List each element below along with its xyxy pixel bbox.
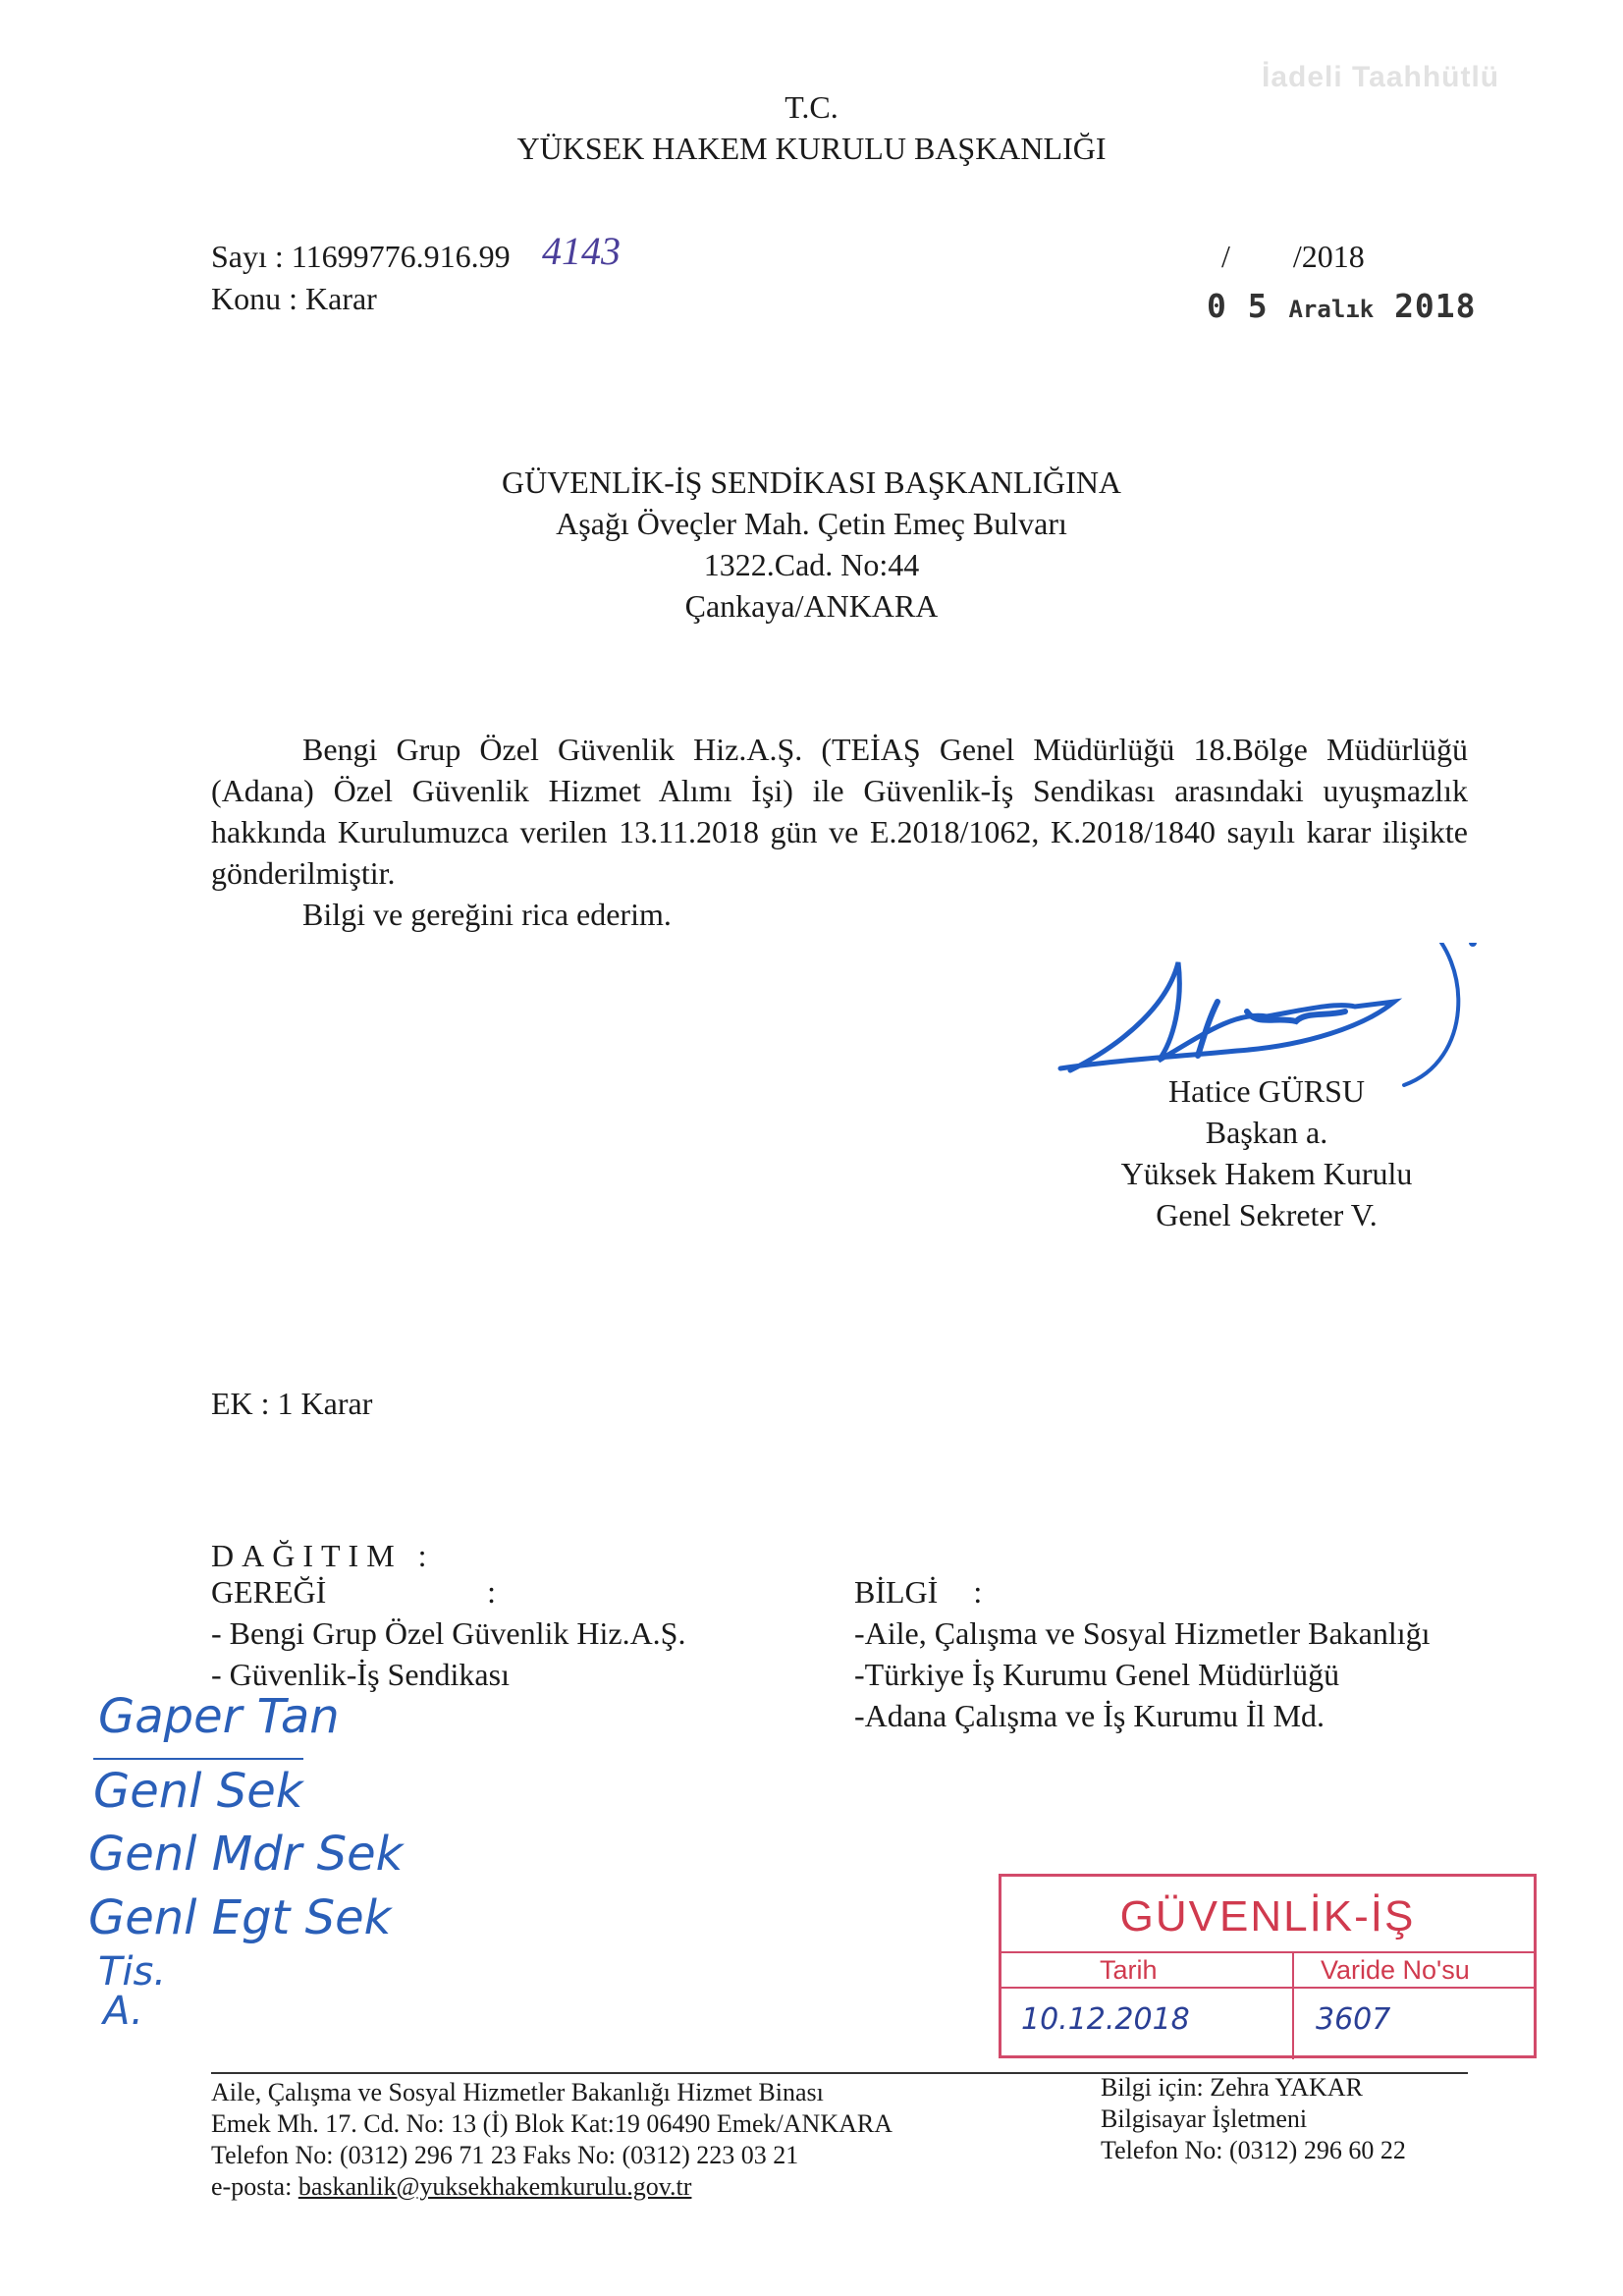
footer-email-row [211, 2171, 893, 2203]
attachment-label: EK [211, 1386, 253, 1421]
footer-address-line-2: Emek Mh. 17. Cd. No: 13 (İ) Blok Kat:19 06490 Emek/ANKARA [211, 2109, 893, 2138]
receipt-stamp [999, 1874, 1537, 2058]
handwritten-note: A. [103, 1989, 143, 2034]
watermark-text: İadeli Taahhütlü [1262, 61, 1500, 93]
info-item: -Aile, Çalışma ve Sosyal Hizmetler Bakanlığı [854, 1615, 1431, 1651]
date-stamp-year: 2018 [1394, 287, 1477, 325]
letterhead [0, 86, 1623, 169]
reference-number-row [211, 236, 511, 277]
footer-address [211, 2077, 893, 2203]
footer-email-link[interactable]: baskanlik@yuksekhakemkurulu.gov.tr [298, 2172, 692, 2201]
recipient-line-2: Aşağı Öveçler Mah. Çetin Emeç Bulvarı [556, 506, 1067, 541]
handwritten-note: Gaper Tan [98, 1689, 340, 1744]
signer-name: Hatice GÜRSU [1168, 1073, 1365, 1109]
footer-email-label: e-posta: [211, 2172, 298, 2201]
info-colon: : [973, 1574, 983, 1610]
recipient-line-4: Çankaya/ANKARA [684, 588, 939, 624]
date-stamp-month: Aralık [1288, 296, 1375, 323]
attachment-row [211, 1383, 372, 1424]
footer-contact-phone: Telefon No: (0312) 296 60 22 [1101, 2136, 1406, 2164]
info-item: -Türkiye İş Kurumu Genel Müdürlüğü [854, 1657, 1340, 1692]
letterhead-line-2: YÜKSEK HAKEM KURULU BAŞKANLIĞI [516, 131, 1107, 166]
distribution-action-list [211, 1571, 771, 1695]
handwritten-note: Tis. [98, 1949, 167, 1995]
reference-value: : 11699776.916.99 [274, 239, 511, 274]
handwritten-note: Genl Egt Sek [88, 1890, 392, 1945]
footer-address-line-1: Aile, Çalışma ve Sosyal Hizmetler Bakanlığı Hizmet Binası [211, 2078, 824, 2106]
attachment-value: : 1 Karar [260, 1386, 373, 1421]
recipient-line-1: GÜVENLİK-İŞ SENDİKASI BAŞKANLIĞINA [501, 465, 1122, 500]
info-label: BİLGİ [854, 1574, 939, 1610]
stamp-date-label: Tarih [1100, 1955, 1158, 1985]
signer-title-3: Genel Sekreter V. [1156, 1197, 1378, 1232]
body-paragraph-1: Bengi Grup Özel Güvenlik Hiz.A.Ş. (TEİAŞ Genel Müdürlüğü 18.Bölge Müdürlüğü (Adana) Özel Güvenlik Hizmet Alımı İşi) ile Güvenlik-İş Sendikası arasındaki uyuşmazlık hakkında Kurulumuzca verilen 13.11.2018 gün ve E.2018/1062, K.2018/1840 sayılı karar ilişikte gönderilmiştir. [211, 732, 1468, 891]
distribution-title: DAĞITIM : [211, 1538, 435, 1573]
footer-contact-dept: Bilgisayar İşletmeni [1101, 2105, 1308, 2133]
stamp-title: GÜVENLİK-İŞ [1119, 1892, 1416, 1941]
recipient-block [0, 462, 1623, 627]
subject-row [211, 278, 377, 319]
stamp-number-label: Varide No'su [1321, 1955, 1470, 1985]
date-stamp [1207, 287, 1477, 325]
reference-label: Sayı [211, 239, 267, 274]
date-stamp-day: 0 5 [1207, 287, 1269, 325]
handwritten-note: Genl Sek [93, 1758, 303, 1819]
handwritten-note: Genl Mdr Sek [88, 1827, 404, 1882]
subject-value: : Karar [289, 281, 377, 316]
footer-contact [1101, 2072, 1406, 2166]
handwritten-reference-number: 4143 [542, 229, 621, 273]
action-item: - Güvenlik-İş Sendikası [211, 1657, 510, 1692]
action-item: - Bengi Grup Özel Güvenlik Hiz.A.Ş. [211, 1615, 686, 1651]
date-blank-field: / /2018 [1221, 239, 1365, 274]
footer-contact-person: Bilgi için: Zehra YAKAR [1101, 2073, 1363, 2102]
subject-label: Konu [211, 281, 282, 316]
action-label: GEREĞİ [211, 1574, 327, 1610]
letterhead-line-1: T.C. [784, 89, 839, 125]
distribution-info-list [854, 1571, 1542, 1736]
stamp-number-value: 3607 [1316, 2002, 1391, 2037]
signer-title-1: Başkan a. [1205, 1115, 1328, 1150]
letter-body [211, 729, 1468, 935]
footer-phone: Telefon No: (0312) 296 71 23 Faks No: (0312) 223 03 21 [211, 2141, 799, 2169]
body-paragraph-2: Bilgi ve gereğini rica ederim. [302, 897, 672, 932]
info-item: -Adana Çalışma ve İş Kurumu İl Md. [854, 1698, 1325, 1733]
signer-title-2: Yüksek Hakem Kurulu [1120, 1156, 1413, 1191]
signer-block [1100, 1070, 1434, 1235]
handwritten-routing-notes [59, 1689, 569, 2033]
action-colon: : [487, 1574, 496, 1610]
recipient-line-3: 1322.Cad. No:44 [703, 547, 920, 582]
stamp-date-value: 10.12.2018 [1021, 2002, 1190, 2037]
